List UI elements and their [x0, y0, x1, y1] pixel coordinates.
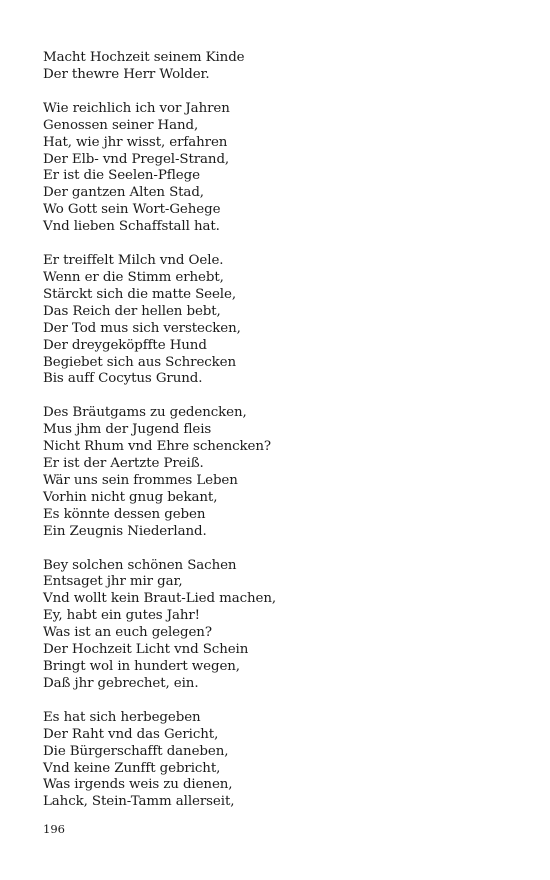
stanza-5 [43, 558, 523, 693]
verse-line: Nicht Rhum vnd Ehre schencken? [43, 439, 271, 455]
verse-line: Vnd lieben Schaffstall hat. [43, 219, 220, 235]
verse-line: Vorhin nicht gnug bekant, [43, 489, 218, 505]
verse-line: Was ist an euch gelegen? [43, 625, 212, 641]
verse-line: Daß jhr gebrechet, ein. [43, 675, 199, 691]
verse-line: Er ist die Seelen-Pflege [43, 168, 200, 184]
verse-line: Hat, wie jhr wisst, erfahren [43, 134, 228, 150]
verse-line: Ein Zeugnis Niederland. [43, 523, 207, 539]
verse-line: Der gantzen Alten Stad, [43, 185, 204, 201]
verse-line: Wie reichlich ich vor Jahren [43, 100, 230, 116]
verse-line: Was irgends weis zu dienen, [43, 777, 233, 793]
verse-line: Bey solchen schönen Sachen [43, 557, 237, 573]
verse-line: Wenn er die Stimm erhebt, [43, 269, 224, 285]
verse-line: Mus jhm der Jugend fleis [43, 422, 212, 438]
verse-line: Genossen seiner Hand, [43, 117, 199, 133]
verse-line: Des Bräutgams zu gedencken, [43, 405, 247, 421]
verse-line: Der thewre Herr Wolder. [43, 66, 210, 82]
verse-line: Der Tod mus sich verstecken, [43, 320, 241, 336]
verse-line: Es könnte dessen geben [43, 506, 206, 522]
stanza-3 [43, 253, 523, 388]
poem-text [43, 50, 523, 828]
verse-line: Vnd keine Zunfft gebricht, [43, 760, 221, 776]
verse-line: Lahck, Stein-Tamm allerseit, [43, 794, 235, 810]
verse-line: Der Hochzeit Licht vnd Schein [43, 642, 249, 658]
verse-line: Macht Hochzeit seinem Kinde [43, 50, 245, 65]
verse-line: Der Elb- vnd Pregel-Strand, [43, 151, 230, 167]
stanza-4 [43, 405, 523, 540]
verse-line: Ey, habt ein gutes Jahr! [43, 608, 200, 624]
page-number: 196 [43, 822, 65, 836]
verse-line: Begiebet sich aus Schrecken [43, 354, 237, 370]
verse-line: Er treiffelt Milch vnd Oele. [43, 253, 224, 269]
stanza-2 [43, 101, 523, 236]
verse-line: Entsaget jhr mir gar, [43, 574, 183, 590]
stanza-1 [43, 50, 523, 84]
verse-line: Bis auff Cocytus Grund. [43, 371, 203, 387]
verse-line: Der Raht vnd das Gericht, [43, 726, 219, 742]
verse-line: Das Reich der hellen bebt, [43, 303, 221, 319]
verse-line: Bringt wol in hundert wegen, [43, 659, 240, 674]
verse-line: Der dreygeköpffte Hund [43, 337, 207, 353]
verse-line: Die Bürgerschafft daneben, [43, 743, 229, 759]
verse-line: Vnd wollt kein Braut-Lied machen, [43, 591, 277, 607]
verse-line: Er ist der Aertzte Preiß. [43, 456, 204, 472]
verse-line: Wo Gott sein Wort-Gehege [43, 202, 221, 218]
verse-line: Wär uns sein frommes Leben [43, 472, 238, 488]
stanza-6 [43, 710, 523, 811]
verse-line: Es hat sich herbegeben [43, 709, 201, 725]
verse-line: Stärckt sich die matte Seele, [43, 286, 236, 302]
